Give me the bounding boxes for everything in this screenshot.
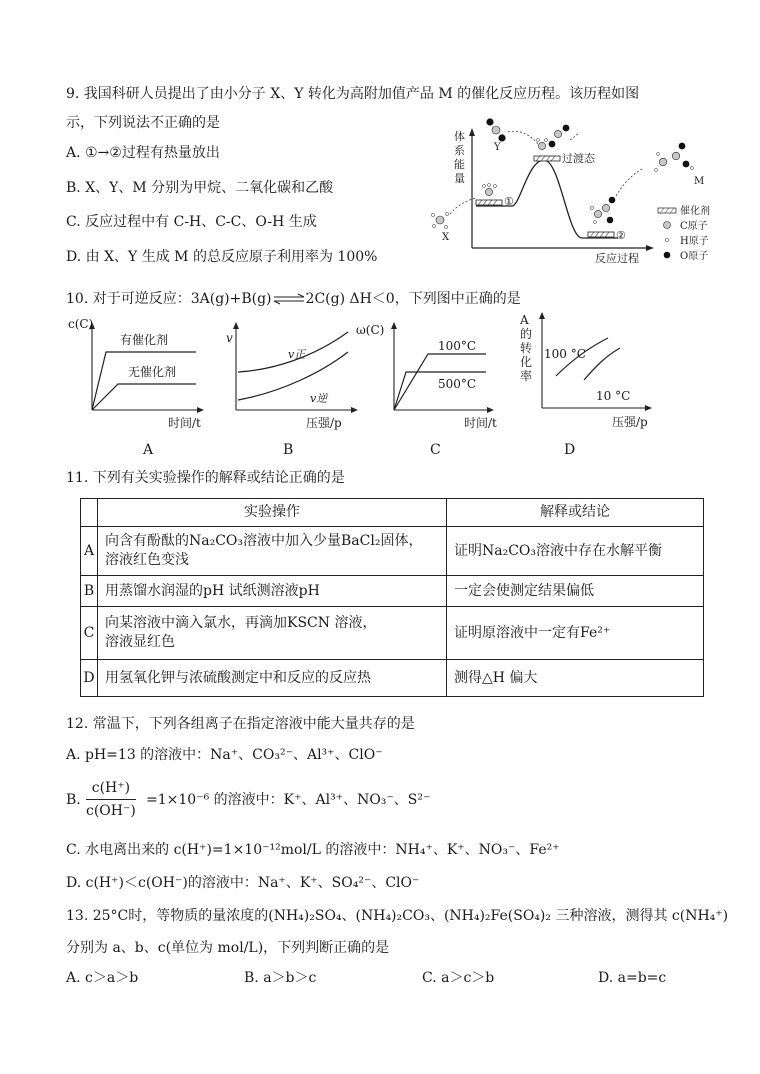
row-conclusion: 证明Na₂CO₃溶液中存在水解平衡: [447, 527, 704, 576]
equilibrium-arrow-icon: [272, 293, 306, 305]
q11-stem: 11. 下列有关实验操作的解释或结论正确的是: [66, 470, 345, 486]
table-row: [81, 576, 704, 607]
q10-graph-d-letter: D: [564, 442, 576, 458]
table-row: [81, 607, 704, 660]
y-axis-char-2: 系: [454, 144, 465, 157]
table-row: [81, 527, 704, 576]
row-conclusion: 证明原溶液中一定有Fe²⁺: [447, 607, 704, 660]
row-conclusion: 一定会使测定结果偏低: [447, 576, 704, 607]
q13-option-a: A. c＞a＞b: [66, 970, 139, 986]
q11-table: [80, 498, 704, 697]
row-operation: 用蒸馏水润湿的pH 试纸测溶液pH: [98, 576, 447, 607]
graph-b-y-label: v: [226, 331, 233, 345]
row-key: A: [81, 527, 98, 576]
q9-option-b: B. X、Y、M 分别为甲烷、二氧化碳和乙酸: [66, 180, 334, 196]
graph-d-y-char-2: 的: [520, 327, 533, 341]
mark-1: ①: [504, 195, 514, 208]
q10-stem-suffix: 2C(g) ΔH＜0，下列图中正确的是: [305, 291, 521, 307]
graph-d-y-char-5: 率: [520, 369, 533, 383]
legend-o-atom: O原子: [680, 251, 709, 262]
table-row: [81, 660, 704, 697]
row-operation: 用氢氧化钾与浓硫酸测定中和反应的反应热: [98, 660, 447, 697]
graph-b-curve1-label: v正: [288, 348, 306, 361]
q13-stem-line1: 13. 25°C时，等物质的量浓度的(NH₄)₂SO₄、(NH₄)₂CO₃、(NH₄)₂Fe(SO₄)₂ 三种溶液，测得其 c(NH₄⁺): [66, 908, 729, 924]
q12-option-b-suffix: =1×10⁻⁶ 的溶液中：K⁺、Al³⁺、NO₃⁻、S²⁻: [146, 792, 431, 808]
label-m: M: [694, 176, 705, 187]
q10-stem: [66, 289, 521, 309]
q13-option-c: C. a＞c＞b: [422, 970, 495, 986]
graph-a-curve2-label: 无催化剂: [128, 365, 177, 379]
row-operation: [98, 607, 447, 660]
graph-a-curve-catalyst: [92, 352, 196, 410]
graph-d-curve-10: [584, 348, 620, 380]
graph-c-x-label: 时间/t: [464, 416, 497, 430]
molecule-y: [486, 118, 505, 141]
q10-stem-prefix: 10. 对于可逆反应：3A(g)+B(g): [66, 291, 272, 307]
graph-d-y-char-1: A: [520, 313, 529, 327]
graph-d-curve2-label: 10 °C: [596, 389, 631, 403]
graph-d-curve1-label: 100 °C: [544, 347, 586, 361]
energy-curve: [476, 160, 618, 238]
label-x: X: [442, 232, 450, 243]
q12-stem: 12. 常温下，下列各组离子在指定溶液中能大量共存的是: [66, 716, 415, 732]
x-axis-label: 反应过程: [595, 252, 639, 265]
transition-state-label: 过渡态: [562, 152, 595, 165]
row-conclusion: 测得△H 偏大: [447, 660, 704, 697]
graph-c-curve2-label: 500°C: [438, 377, 477, 391]
q10-graph-c: [354, 312, 504, 432]
graph-d-y-char-4: 化: [520, 355, 533, 369]
molecule-m: [655, 143, 694, 172]
q9-stem-line1: 9. 我国科研人员提出了由小分子 X、Y 转化为高附加值产品 M 的催化反应历程。该历程如图: [66, 86, 640, 102]
row-key: B: [81, 576, 98, 607]
legend: [658, 204, 710, 262]
legend-c-atom: C原子: [680, 221, 708, 232]
y-axis-char-4: 量: [454, 172, 465, 185]
q10-graph-b: [222, 312, 372, 432]
header-conclusion: 解释或结论: [447, 499, 704, 527]
graph-d-y-char-3: 转: [520, 341, 533, 355]
graph-b-x-label: 压强/p: [306, 416, 342, 430]
fraction-denominator: c(OH⁻): [86, 803, 136, 819]
row-operation-line2: 溶液红色变浅: [105, 552, 189, 568]
q9-option-d: D. 由 X、Y 生成 M 的总反应原子利用率为 100%: [66, 249, 378, 265]
row-operation-line2: 溶液显红色: [105, 634, 175, 650]
fraction-numerator: c(H⁺): [86, 778, 136, 800]
row-operation-line1: 向含有酚酞的Na₂CO₃溶液中加入少量BaCl₂固体，: [105, 533, 423, 549]
q10-graph-d: [512, 304, 672, 432]
q13-option-d: D. a=b=c: [598, 970, 667, 986]
legend-h-atom: H原子: [680, 236, 709, 247]
q12-option-c: C. 水电离出来的 c(H⁺)=1×10⁻¹²mol/L 的溶液中：NH₄⁺、K⁺、NO₃⁻、Fe²⁺: [66, 842, 560, 858]
q13-stem-line2: 分别为 a、b、c(单位为 mol/L)，下列判断正确的是: [66, 940, 390, 956]
graph-a-y-label: c(C): [68, 317, 94, 331]
header-operation: 实验操作: [98, 499, 447, 527]
q12-option-b-prefix: B.: [66, 792, 81, 808]
row-key: C: [81, 607, 98, 660]
q12-option-a: A. pH=13 的溶液中：Na⁺、CO₃²⁻、Al³⁺、ClO⁻: [66, 747, 383, 763]
graph-a-curve-no-catalyst: [92, 384, 196, 410]
y-axis-char-1: 体: [454, 130, 465, 143]
q12-option-d: D. c(H⁺)＜c(OH⁻)的溶液中：Na⁺、K⁺、SO₄²⁻、ClO⁻: [66, 875, 420, 891]
graph-a-curve1-label: 有催化剂: [120, 333, 169, 347]
mark-2: ②: [616, 229, 626, 242]
y-axis-char-3: 能: [454, 158, 465, 171]
label-y: Y: [494, 142, 501, 153]
table-header-row: [81, 499, 704, 527]
row-operation-line1: 向某溶液中滴入氯水，再滴加KSCN 溶液，: [105, 615, 377, 631]
q9-option-a: A. ①→②过程有热量放出: [66, 145, 220, 161]
row-operation: [98, 527, 447, 576]
graph-c-y-label: ω(C): [356, 323, 385, 337]
adsorbed-species-2: [591, 197, 616, 224]
graph-d-x-label: 压强/p: [612, 415, 648, 429]
q13-option-b: B. a＞b＞c: [244, 970, 317, 986]
q10-graph-a-letter: A: [143, 442, 154, 458]
q10-graph-a: [62, 312, 212, 432]
q9-option-c: C. 反应过程中有 C-H、C-C、O-H 生成: [66, 214, 317, 230]
graph-b-curve2-label: v逆: [310, 392, 328, 405]
q10-graph-c-letter: C: [430, 442, 441, 458]
molecule-x: [431, 212, 448, 228]
q12-option-b-fraction: [86, 778, 136, 821]
graph-a-x-label: 时间/t: [168, 416, 201, 430]
row-key: D: [81, 660, 98, 697]
q10-graph-b-letter: B: [283, 442, 294, 458]
legend-catalyst: 催化剂: [680, 206, 710, 217]
graph-c-curve1-label: 100°C: [438, 339, 477, 353]
q9-energy-diagram: [420, 110, 720, 270]
transition-species: [537, 125, 579, 150]
q9-stem-line2: 示，下列说法不正确的是: [66, 115, 220, 131]
adsorbed-species-1: [483, 184, 497, 196]
